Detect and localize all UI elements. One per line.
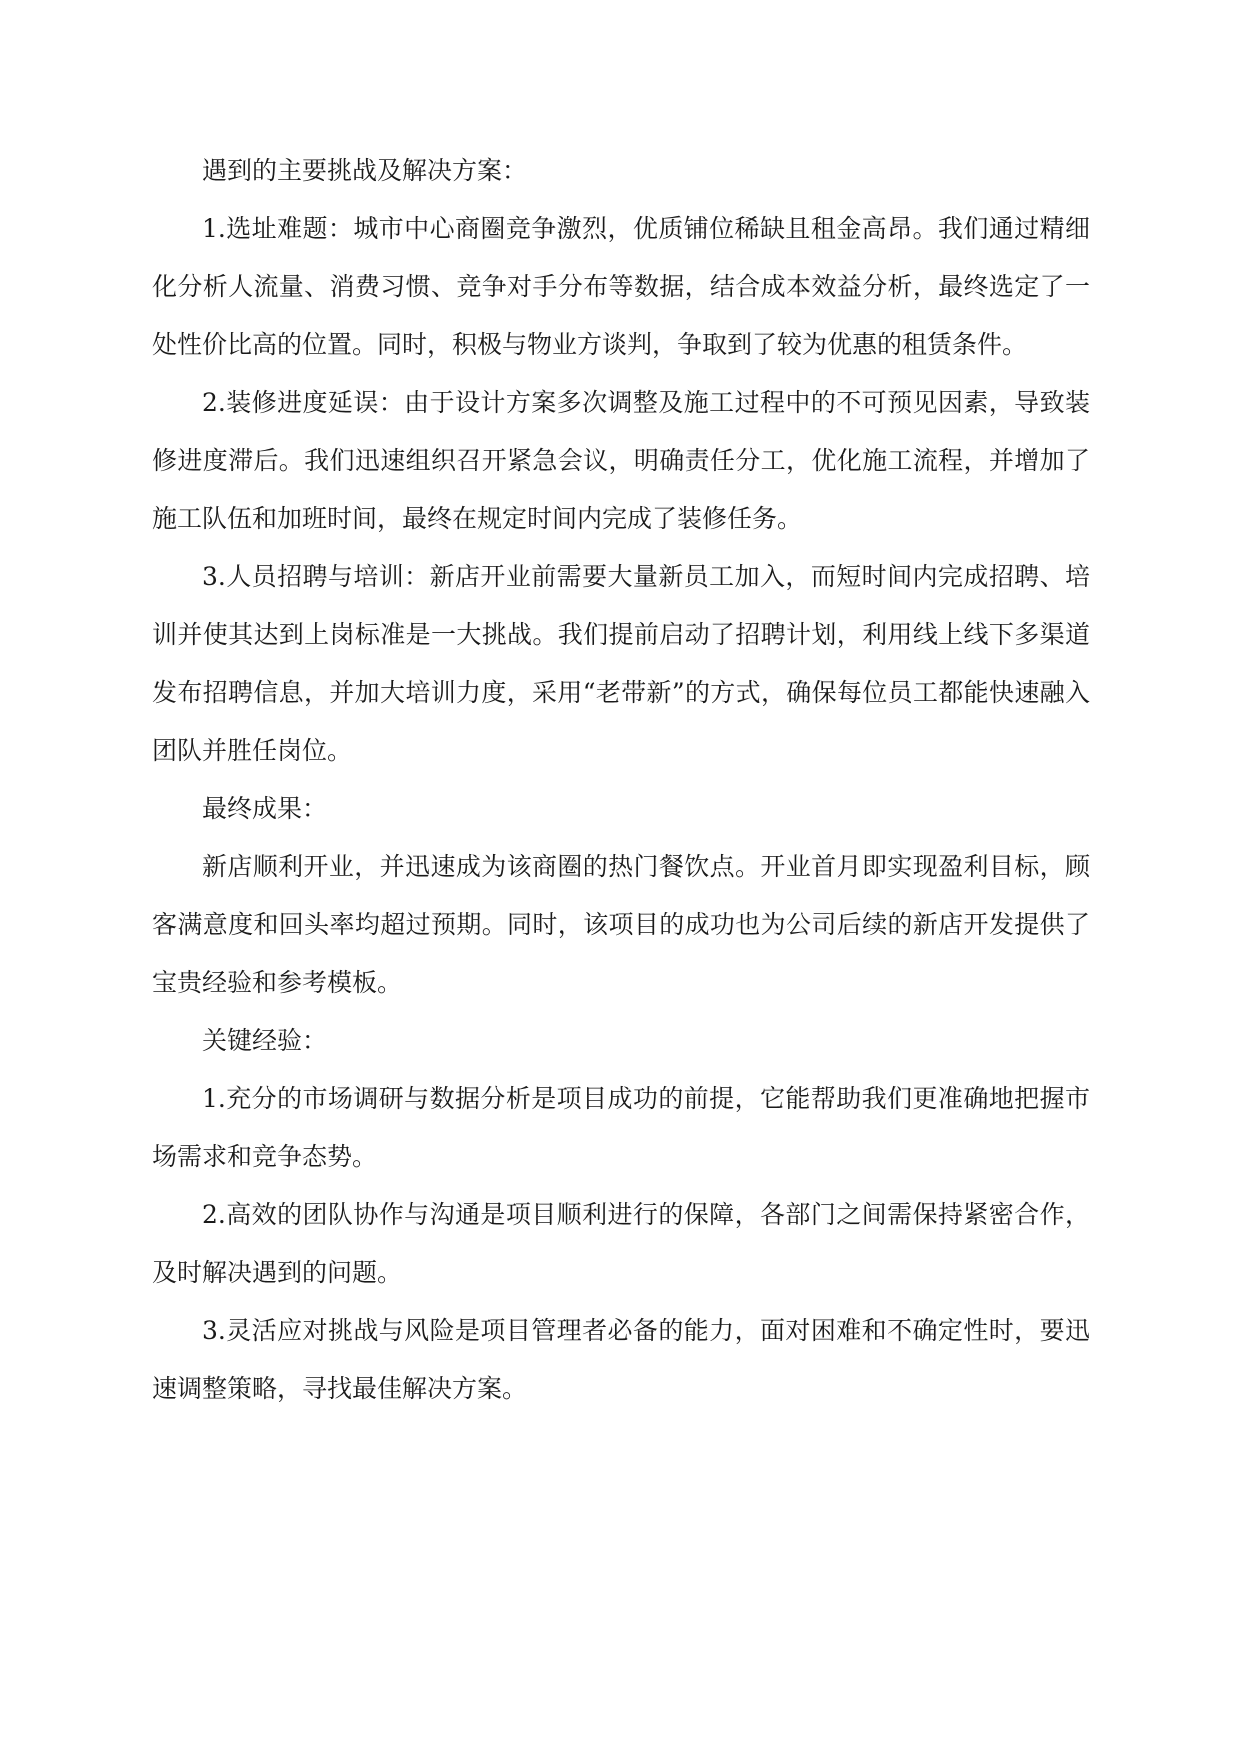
challenge-item-site-selection: 1.选址难题：城市中心商圈竞争激烈，优质铺位稀缺且租金高昂。我们通过精细化分析人流量、消费习惯、竞争对手分布等数据，结合成本效益分析，最终选定了一处性价比高的位置。同时，积极与物业方谈判，争取到了较为优惠的租赁条件。 xyxy=(152,214,1090,359)
section-heading-challenges: 遇到的主要挑战及解决方案： xyxy=(202,156,528,185)
challenge-item-renovation-delay: 2.装修进度延误：由于设计方案多次调整及施工过程中的不可预见因素，导致装修进度滞后。我们迅速组织召开紧急会议，明确责任分工，优化施工流程，并增加了施工队伍和加班时间，最终在规定时间内完成了装修任务。 xyxy=(152,388,1090,533)
results-paragraph: 新店顺利开业，并迅速成为该商圈的热门餐饮点。开业首月即实现盈利目标，顾客满意度和回头率均超过预期。同时，该项目的成功也为公司后续的新店开发提供了宝贵经验和参考模板。 xyxy=(152,852,1090,997)
lesson-item-research: 1.充分的市场调研与数据分析是项目成功的前提，它能帮助我们更准确地把握市场需求和竞争态势。 xyxy=(152,1084,1090,1171)
challenge-item-recruitment-training: 3.人员招聘与培训：新店开业前需要大量新员工加入，而短时间内完成招聘、培训并使其达到上岗标准是一大挑战。我们提前启动了招聘计划，利用线上线下多渠道发布招聘信息，并加大培训力度，采用“老带新”的方式，确保每位员工都能快速融入团队并胜任岗位。 xyxy=(152,562,1090,765)
lesson-item-adaptability: 3.灵活应对挑战与风险是项目管理者必备的能力，面对困难和不确定性时，要迅速调整策略，寻找最佳解决方案。 xyxy=(152,1316,1090,1403)
section-heading-lessons: 关键经验： xyxy=(202,1026,328,1055)
section-heading-results: 最终成果： xyxy=(202,794,328,823)
document-body xyxy=(152,142,1090,1418)
lesson-item-teamwork: 2.高效的团队协作与沟通是项目顺利进行的保障，各部门之间需保持紧密合作，及时解决遇到的问题。 xyxy=(152,1200,1090,1287)
